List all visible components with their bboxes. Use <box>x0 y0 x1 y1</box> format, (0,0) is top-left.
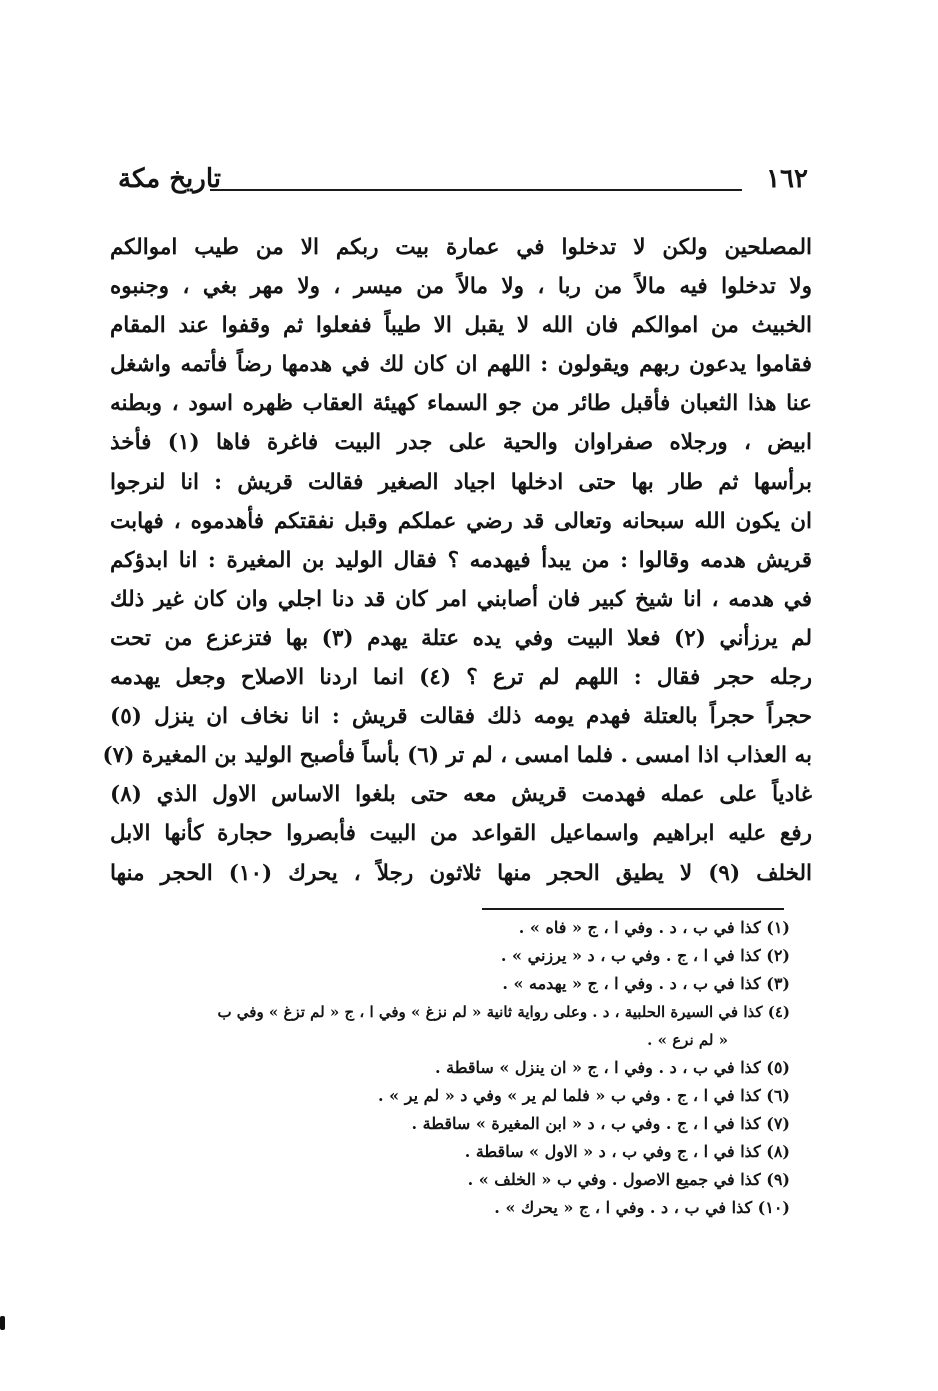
footnote: (٢) كذا في ا ، ج . وفي ب ، د « يرزني » . <box>500 946 790 965</box>
running-header <box>112 162 808 202</box>
footnote-separator <box>482 908 784 910</box>
footnote-continuation: « لم نرع » . <box>647 1031 728 1049</box>
footnote: (٩) كذا في جميع الاصول . وفي ب « الخلف » . <box>467 1170 790 1189</box>
text-line: حجراً حجراً بالعتلة فهدم يومه ذلك فقالت قريش : انا نخاف ان ينزل (٥) <box>110 704 812 730</box>
text-line: برأسها ثم طار بها حتى ادخلها اجياد الصغير فقالت قريش : انا لنرجوا <box>110 469 812 495</box>
main-text <box>102 228 812 893</box>
text-line: رجله حجر فقال : اللهم لم ترع ؟ (٤) انما اردنا الاصلاح وجعل يهدمه <box>110 665 812 691</box>
book-title: تاريخ مكة <box>118 164 222 194</box>
footnote: (٥) كذا في ب ، د . وفي ا ، ج « ان ينزل » ساقطة . <box>434 1058 790 1077</box>
footnotes <box>118 914 790 1222</box>
header-rule <box>210 189 742 191</box>
text-line: لم يرزأني (٢) فعلا البيت وفي يده عتلة يهدم (٣) بها فتزعزع من تحت <box>110 625 812 651</box>
text-line: ابيض ، ورجلاه صفراوان والحية على جدر البيت فاغرة فاها (١) فأخذ <box>110 430 812 456</box>
footnote: (٣) كذا في ب ، د . وفي ا ، ج « يهدمه » . <box>502 974 790 993</box>
text-line: فقاموا يدعون ربهم ويقولون : اللهم ان كان لك في هدمها رضاً فأتمه واشغل <box>110 352 812 378</box>
text-line: في هدمه ، انا شيخ كبير فان أصابني امر كان قد دنا اجلي وان كان غير ذلك <box>110 586 812 612</box>
footnote: (١٠) كذا في ب ، د . وفي ا ، ج « يحرك » . <box>494 1198 790 1217</box>
text-line: رفع عليه ابراهيم واسماعيل القواعد من البيت فأبصروا حجارة كأنها الابل <box>110 821 812 847</box>
text-line: به العذاب اذا امسى . فلما امسى ، لم تر (٦) بأساً فأصبح الوليد بن المغيرة (٧) <box>102 743 812 769</box>
footnote: (٨) كذا في ا ، ج وفي ب ، د « الاول » ساقطة . <box>464 1142 790 1161</box>
text-line: الخلف (٩) لا يطيق الحجر منها ثلاثون رجلاً ، يحرك (١٠) الحجر منها <box>110 860 812 886</box>
text-line: غادياً على عمله فهدمت قريش معه حتى بلغوا الاساس الاول الذي (٨) <box>110 782 812 808</box>
footnote: (٦) كذا في ا ، ج . وفي ب « فلما لم ير » وفي د « لم ير » . <box>378 1086 790 1105</box>
footnote: (٧) كذا في ا ، ج . وفي ب ، د « ابن المغيرة » ساقطة . <box>411 1114 790 1133</box>
footnote: (١) كذا في ب ، د . وفي ا ، ج « فاه » . <box>518 918 790 937</box>
text-line: قريش هدمه وقالوا : من يبدأ فيهدمه ؟ فقال الوليد بن المغيرة : انا ابدؤكم <box>110 547 812 573</box>
text-line: ولا تدخلوا فيه مالاً من ربا ، ولا مالاً من ميسر ، ولا مهر بغي ، وجنبوه <box>110 274 812 300</box>
page-number: ١٦٢ <box>766 164 808 194</box>
text-line: الخبيث من اموالكم فان الله لا يقبل الا طيباً ففعلوا ثم وقفوا عند المقام <box>110 313 812 339</box>
text-line: ان يكون الله سبحانه وتعالى قد رضي عملكم وقبل نفقتكم فأهدموه ، فهابت <box>110 508 812 534</box>
text-line: المصلحين ولكن لا تدخلوا في عمارة بيت ربكم الا من طيب اموالكم <box>110 235 812 260</box>
footnote: (٤) كذا في السيرة الحلبية ، د . وعلى رواية ثانية « لم نزغ » وفي ا ، ج « لم تزغ » وفي ب <box>217 1003 790 1021</box>
text-line: عنا هذا الثعبان فأقبل طائر من جو السماء كهيئة العقاب ظهره اسود ، وبطنه <box>110 391 812 417</box>
scan-edge-mark <box>0 1316 5 1330</box>
